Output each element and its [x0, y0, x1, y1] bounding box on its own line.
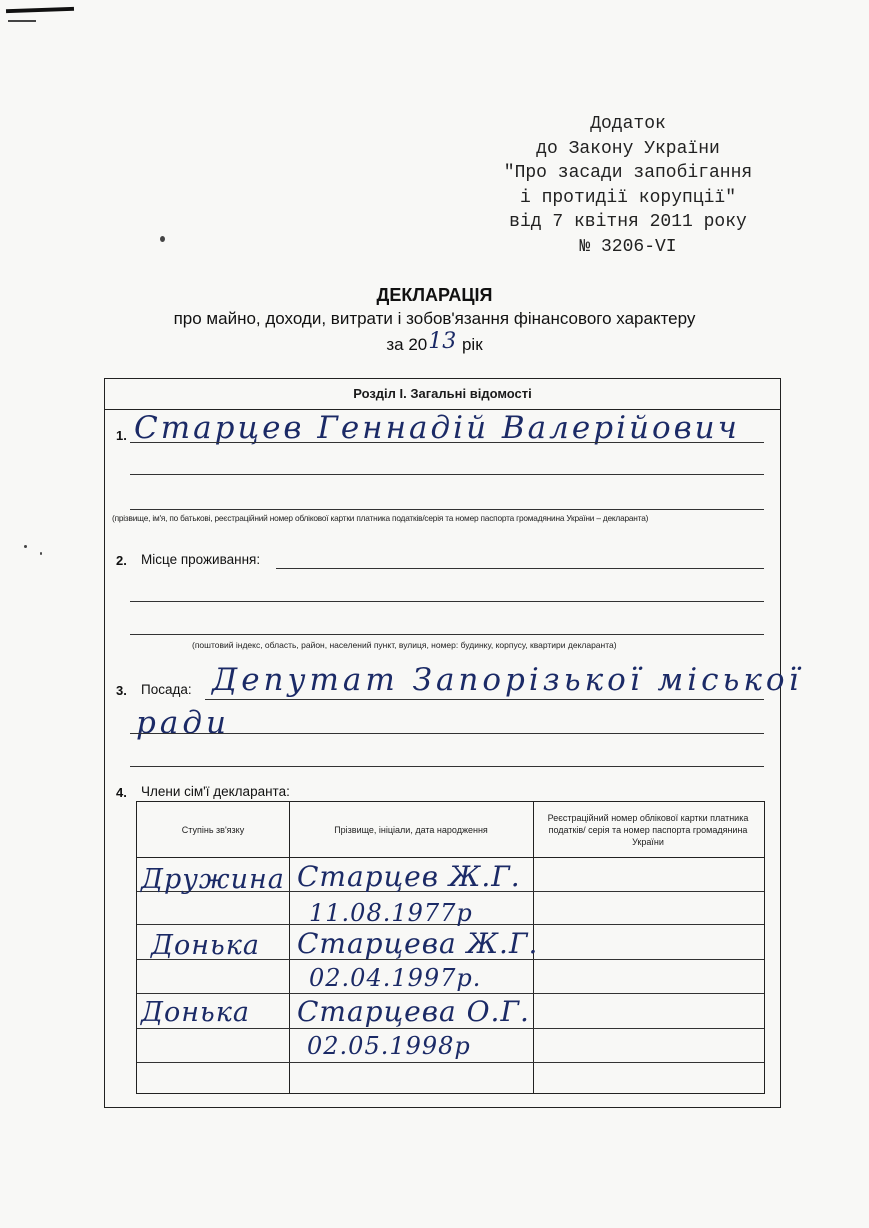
family-member-name: Старцев Ж.Г.: [297, 860, 521, 893]
field-2-number: 2.: [116, 553, 127, 568]
field-2-line: [276, 568, 764, 569]
family-member-name: Старцева Ж.Г.: [297, 927, 539, 960]
family-member-dob: 02.05.1998р: [307, 1032, 471, 1060]
table-row-divider: [137, 1028, 764, 1029]
year-prefix: за 20: [386, 335, 428, 354]
document-title: ДЕКЛАРАЦІЯ: [376, 285, 493, 305]
law-annex-reference: [478, 112, 778, 259]
field-2-caption: (поштовий індекс, область, район, населений пункт, вулиця, номер: будинку, корпусу, квартири декларанта): [192, 640, 617, 650]
table-header-divider: [137, 857, 764, 858]
field-3-line: [130, 733, 764, 734]
table-header-registration: Реєстраційний номер облікової картки платника податків/ серія та номер паспорта громадянина України: [547, 812, 749, 847]
annex-line: і протидії корупції": [519, 187, 737, 208]
field-1-line: [130, 509, 764, 510]
annex-line: Додаток: [590, 114, 666, 134]
family-member-dob: 11.08.1977р: [309, 899, 473, 927]
year-suffix: рік: [461, 335, 483, 354]
scan-artifact-mark: [6, 7, 74, 13]
position-value-continued: ради: [136, 705, 230, 741]
annex-line: від 7 квітня 2011 року: [509, 212, 747, 232]
field-4-number: 4.: [116, 785, 127, 800]
declarant-name-value: Старцев Геннадій Валерійович: [134, 410, 740, 446]
section-title: Розділ І. Загальні відомості: [104, 378, 781, 410]
field-4-label: Члени сім'ї декларанта:: [141, 784, 290, 799]
annex-line: до Закону України: [536, 138, 720, 159]
field-3-label: Посада:: [141, 682, 192, 697]
document-subtitle: про майно, доходи, витрати і зобов'язання фінансового характеру: [173, 309, 696, 328]
annex-line: "Про засади запобігання: [503, 163, 753, 183]
field-2-line: [130, 601, 764, 602]
table-row-divider: [137, 993, 764, 994]
year-handwritten: 13: [428, 329, 457, 354]
scan-speck: [24, 545, 27, 548]
table-header-name-dob: Прізвище, ініціали, дата народження: [334, 824, 488, 835]
table-row-divider: [137, 1062, 764, 1063]
declaration-year: [0, 331, 869, 356]
field-1-caption: (прізвище, ім'я, по батькові, реєстраційний номер облікової картки платника податків/серія та номер паспорта громадянина України – декларанта): [112, 513, 649, 523]
family-relation: Донька: [141, 997, 250, 1028]
family-member-dob: 02.04.1997р.: [309, 964, 482, 992]
field-2-label: Місце проживання:: [141, 552, 261, 567]
field-3-line: [130, 766, 764, 767]
family-member-name: Старцева О.Г.: [297, 995, 530, 1028]
field-1-line: [130, 474, 764, 475]
position-value: Депутат Запорізької міської: [212, 662, 803, 698]
scan-speck: [160, 236, 165, 242]
field-2-line: [130, 634, 764, 635]
field-1-number: 1.: [116, 428, 127, 443]
family-relation: Донька: [151, 930, 260, 961]
field-3-number: 3.: [116, 683, 127, 698]
field-1-line: [130, 442, 764, 443]
family-members-table: [136, 801, 765, 1094]
field-3-line: [205, 699, 764, 700]
family-relation: Дружина: [141, 864, 285, 895]
table-header-relation: Ступінь зв'язку: [181, 824, 245, 835]
scan-artifact-mark: [8, 20, 36, 22]
annex-line: № 3206-VI: [579, 236, 677, 257]
scan-speck: [40, 552, 42, 555]
